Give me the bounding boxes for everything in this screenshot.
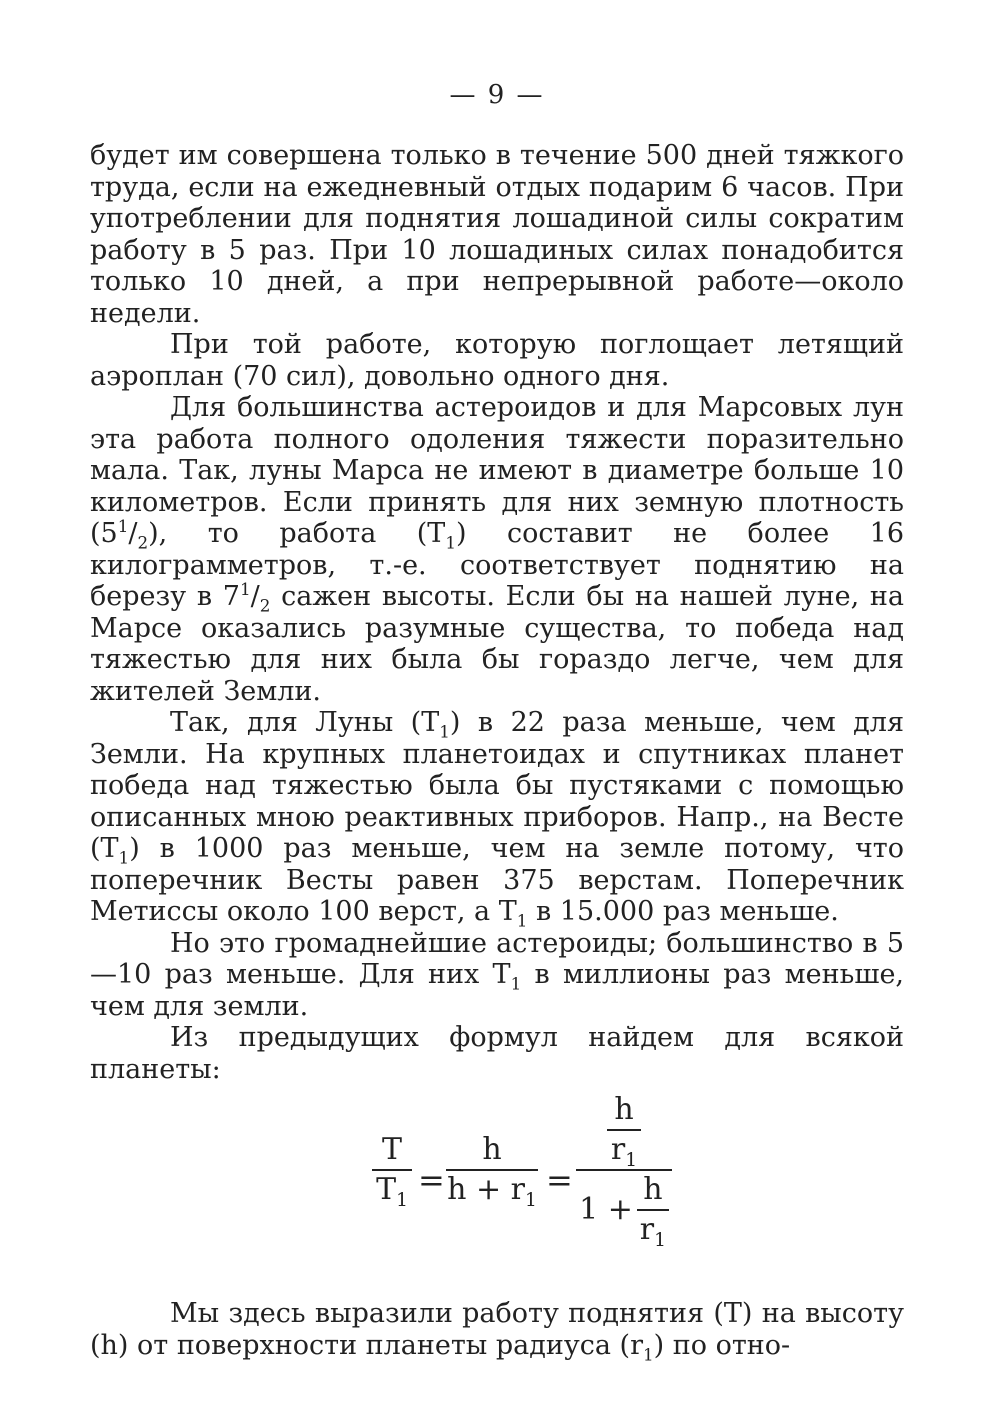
- p5-text-a: Но это громаднейшие астероиды; большинство в 5—10 раз меньше. Для них T: [90, 927, 904, 990]
- fraction-bar: [637, 1209, 669, 1211]
- p4-text-c: ) в 1000 раз меньше, чем на земле потому, что поперечник Весты равен 375 верстам. Поперечник Метиссы около 100 верст, а T: [90, 833, 904, 927]
- formula-frac-t-over-t1: [372, 1132, 412, 1211]
- paragraph-4: [90, 707, 904, 931]
- paragraph-5: [90, 928, 904, 1023]
- p3-sub: 2: [137, 532, 149, 553]
- formula-h-plus-r1: $h + r_1$: [447, 1172, 537, 1211]
- p3-sub3: 2: [259, 595, 271, 616]
- formula-frac-h-over-r1-top: [607, 1092, 641, 1171]
- p7-sub: 1: [643, 1343, 654, 1364]
- p3-sub2: 1: [445, 532, 456, 553]
- p3-slash2: /: [250, 581, 260, 612]
- p3-text-d: ) составит не более 16 килограмметров, т.-е. соответствует поднятию на березу в 7: [90, 518, 905, 612]
- fraction-bar: [607, 1129, 641, 1131]
- p5-text-b: в миллионы раз меньше, чем для земли.: [90, 959, 905, 1022]
- formula-equals-1: =: [418, 1161, 445, 1199]
- formula-t1: $T_1$: [376, 1172, 408, 1211]
- p3-sup2: 1: [239, 579, 251, 599]
- formula-t: T: [381, 1132, 402, 1167]
- fraction-bar-main: [576, 1169, 672, 1171]
- p7-text-a: Мы здесь выразили работу поднятия (T) на высоту (h) от поверхности планеты радиуса (r: [90, 1298, 904, 1361]
- p3-text-c: ), то работа (T: [148, 518, 446, 549]
- body-text: [90, 140, 905, 1364]
- formula-r1-bottom: $r_1$: [639, 1212, 666, 1251]
- formula-frac-compound: [576, 1092, 672, 1251]
- p4-text-a: Так, для Луны (T: [170, 707, 440, 738]
- formula-one-plus: 1 +: [579, 1192, 633, 1228]
- page-number: — 9 —: [449, 80, 545, 110]
- p4-sub3: 1: [516, 910, 528, 931]
- p4-sub: 1: [439, 721, 450, 742]
- p3-text-a: Для большинства астероидов и для Марсовых лун эта работа полного одоления тяжести поразительно мала. Так, луны Марса не имеют в диаметре больше 10 километров. Если принять для них земную плотность (5: [90, 392, 904, 549]
- formula-r1-top: $r_1$: [610, 1132, 638, 1171]
- formula-denominator-compound: [576, 1172, 672, 1251]
- paragraph-1: будет им совершена только в течение 500 дней тяжкого труда, если на ежедневный отдых подарим 6 часов. При употреблении для поднятия лошадиной силы сократим работу в 5 раз. При 10 лошадиных силах понадобится только 10 дней, а при непрерывной работе—около недели.: [90, 140, 904, 329]
- formula-h: h: [482, 1132, 502, 1167]
- formula-frac-h-over-h-plus-r1: [446, 1132, 538, 1211]
- paragraph-2: При той работе, которую поглощает летящий аэроплан (70 сил), довольно одного дня.: [90, 329, 904, 392]
- formula-h-bottom: h: [643, 1172, 663, 1207]
- p3-sup: 1: [117, 516, 129, 536]
- formula-frac-h-over-r1-bottom: [637, 1172, 669, 1251]
- p5-sub: 1: [510, 973, 522, 994]
- formula: [90, 1093, 904, 1268]
- formula-equals-2: =: [546, 1161, 573, 1199]
- paragraph-7: [90, 1298, 904, 1364]
- p3-text-f: сажен высоты. Если бы на нашей луне, на Марсе оказались разумные существа, то победа над тяжестью для них была бы гораздо легче, чем для жителей Земли.: [90, 581, 904, 707]
- p4-sub2: 1: [118, 847, 130, 868]
- p4-text-d: в 15.000 раз меньше.: [527, 896, 839, 927]
- p3-slash: /: [128, 518, 138, 549]
- p7-text-b: ) по отно-: [653, 1329, 791, 1361]
- paragraph-6: Из предыдущих формул найдем для всякой планеты:: [90, 1022, 904, 1085]
- fraction-bar: [446, 1169, 538, 1171]
- fraction-bar: [372, 1169, 412, 1171]
- p4-text-b: ) в 22 раза меньше, чем для Земли. На крупных планетоидах и спутниках планет победа над тяжестью была бы пустяками с помощью описанных мною реактивных приборов. Напр., на Весте (T: [90, 707, 904, 864]
- formula-h-top: h: [614, 1092, 634, 1127]
- paragraph-3: [90, 392, 904, 707]
